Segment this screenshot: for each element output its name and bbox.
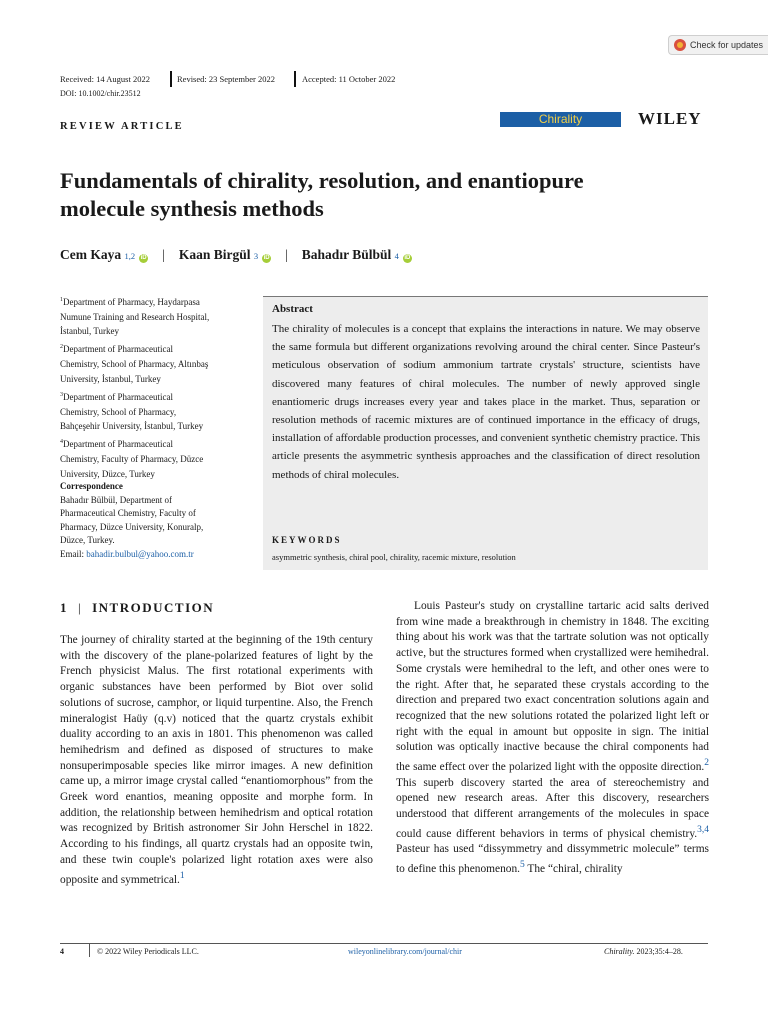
page-number: 4 xyxy=(60,947,64,956)
paragraph-text: This superb discovery started the area of stereochemistry and opened new research areas. After this discovery, researchers understood that different arrangements of the molecules in space could cause different behaviors in terms of physical chemistry. xyxy=(396,776,709,840)
affiliation xyxy=(60,388,250,434)
affiliation-line: University, İstanbul, Turkey xyxy=(60,373,161,384)
journal-url-link[interactable]: wileyonlinelibrary.com/journal/chir xyxy=(348,947,462,956)
affiliation-line: Chemistry, School of Pharmacy, Altınbaş xyxy=(60,359,209,370)
affiliation xyxy=(60,293,250,339)
affiliation-line: İstanbul, Turkey xyxy=(60,326,120,337)
publisher-logo: WILEY xyxy=(638,109,702,128)
section-separator: | xyxy=(78,600,83,615)
author-affiliation-ref[interactable]: 3 xyxy=(253,251,259,261)
citation-ref[interactable]: 3,4 xyxy=(697,824,709,835)
author-name[interactable]: Cem Kaya xyxy=(60,247,122,262)
paragraph-text: The journey of chirality started at the beginning of the 19th century with the discovery of the plane-polarized features of light by the French physicist Malus. The first rotational experiments with organic substances have been performed by Biot over solid solutions of sucrose, camphor, or liquid turpentine. Also, the French mineralogist Haüy (q.v) noticed that the quartz crystals exhibit duality according to an axis in 1801. This phenomenon was called hemihedrism and defined as disposed of structures to make nonsuperimposable species like mirror images. A new definition came up, a mirror image crystal called “enantiomorphous” from the Greek word enantios, meaning opposite and morphe form. In addition, the relationship between hemihedrism and optical rotation was recognized by British astronomer Sir John Herschel in 1822. According to his findings, all quartz crystals had an opposite twin, and these twin couple's polarized light rotation axes were also opposite and symmetrical. xyxy=(60,634,373,886)
section-heading xyxy=(60,600,214,616)
author-separator: | xyxy=(285,247,288,262)
correspondence xyxy=(60,480,250,562)
affiliation-line: Chemistry, School of Pharmacy, xyxy=(60,406,177,417)
author-affiliation-ref[interactable]: 1,2 xyxy=(124,251,136,261)
email-link[interactable]: bahadir.bulbul@yahoo.com.tr xyxy=(86,548,194,559)
title-line: molecule synthesis methods xyxy=(60,196,324,221)
author-name[interactable]: Kaan Birgül xyxy=(178,247,251,262)
author-separator: | xyxy=(162,247,165,262)
title-line: Fundamentals of chirality, resolution, and enantiopure xyxy=(60,168,584,193)
orcid-icon[interactable]: iD xyxy=(404,255,411,261)
footer-rule xyxy=(60,943,708,944)
affiliation-line: Department of Pharmaceutical xyxy=(63,344,173,355)
citation-ref[interactable]: 5 xyxy=(520,859,525,870)
received-date: Received: 14 August 2022 xyxy=(60,74,150,84)
header-divider xyxy=(294,71,296,87)
crossmark-icon xyxy=(674,39,686,51)
orcid-icon[interactable]: iD xyxy=(263,255,270,261)
affiliation-number: 4 xyxy=(60,439,63,446)
citation-details: 2023;35:4–28. xyxy=(634,947,683,956)
affiliation-line: Bahçeşehir University, İstanbul, Turkey xyxy=(60,421,204,432)
body-text-right xyxy=(396,599,709,877)
accepted-date: Accepted: 11 October 2022 xyxy=(302,74,396,84)
author-list xyxy=(60,247,412,263)
affiliation-line: Department of Pharmaceutical xyxy=(63,439,173,450)
header-divider xyxy=(170,71,172,87)
article-type-label: REVIEW ARTICLE xyxy=(60,121,184,132)
correspondence-line: Pharmaceutical Chemistry, Faculty of xyxy=(60,508,196,519)
affiliation-line: Numune Training and Research Hospital, xyxy=(60,311,210,322)
article-title xyxy=(60,167,700,223)
affiliations xyxy=(60,293,250,483)
citation-journal: Chirality. xyxy=(604,947,635,956)
affiliation-line: University, Düzce, Turkey xyxy=(60,468,155,479)
affiliation xyxy=(60,340,250,386)
revised-date: Revised: 23 September 2022 xyxy=(177,74,275,84)
keywords-text: asymmetric synthesis, chiral pool, chirality, racemic mixture, resolution xyxy=(272,552,516,562)
affiliation-line: Department of Pharmacy, Haydarpasa xyxy=(63,297,200,307)
affiliation-number: 2 xyxy=(60,344,63,351)
copyright: © 2022 Wiley Periodicals LLC. xyxy=(97,947,199,956)
author-affiliation-ref[interactable]: 4 xyxy=(394,251,399,261)
citation-ref[interactable]: 2 xyxy=(704,758,709,769)
affiliation-number: 1 xyxy=(60,297,63,303)
footer-divider xyxy=(89,943,90,957)
affiliation-line: Chemistry, Faculty of Pharmacy, Düzce xyxy=(60,453,204,464)
correspondence-heading: Correspondence xyxy=(60,481,123,491)
abstract-text: The chirality of molecules is a concept that explains the interactions in nature. We may observe the same formula but different organizations revolving around the chiral center. Since Pasteur's meticulous observation of sodium ammonium tartrate crystals' structure, scientists have discovered many features of chiral molecules. The number of newly approved single enantiomeric drugs increases every year and takes place in the market. Thus, separation or resolution methods of racemic mixtures are of continued importance in the efficacy of drugs, installation of affordable production processes, and convenient synthetic chemistry practice. This article presents the asymmetric synthesis approaches and the classification of direct resolution methods of chiral molecules. xyxy=(272,323,700,481)
check-for-updates-label: Check for updates xyxy=(690,40,764,50)
section-number: 1 xyxy=(60,600,68,615)
paragraph-text: Louis Pasteur's study on crystalline tartaric acid salts derived from wine made a breakthrough in chemistry in 1848. The exciting thing about his work was that the tartrate solution was not optically active, but the structures formed when crystallized were hemihedral. Some crystals were hemihedral to the left, and other ones were to the right. After that, he separated these crystals according to the direction and prepared two exact concentration solutions again and recognized that the new solutions rotated the polarized light left or right with the equal in amount but opposite in sign. The initial solution was optically inactive because the chiral components had the same effect over the polarized light with the opposite direction. xyxy=(396,600,709,773)
section-title: INTRODUCTION xyxy=(92,600,215,615)
affiliation-number: 3 xyxy=(60,391,63,398)
citation-ref[interactable]: 1 xyxy=(179,870,185,881)
affiliation xyxy=(60,435,250,481)
orcid-icon[interactable]: iD xyxy=(140,255,147,261)
affiliation-line: Department of Pharmaceutical xyxy=(63,391,173,402)
author-name[interactable]: Bahadır Bülbül xyxy=(301,247,392,262)
body-text-left xyxy=(60,633,373,888)
keywords-heading: KEYWORDS xyxy=(272,535,342,545)
citation xyxy=(604,947,683,956)
check-for-updates-button[interactable] xyxy=(668,35,768,55)
correspondence-line: Pharmacy, Düzce University, Konuralp, xyxy=(60,521,204,532)
email-label: Email: xyxy=(60,548,87,559)
correspondence-line: Düzce, Turkey. xyxy=(60,535,115,546)
doi: DOI: 10.1002/chir.23512 xyxy=(60,89,141,98)
paragraph-text: The “chiral, chirality xyxy=(524,862,623,875)
correspondence-line: Bahadır Bülbül, Department of xyxy=(60,494,172,505)
journal-banner: Chirality xyxy=(500,112,621,127)
paragraph-text: Pasteur has used “dissymmetry and dissymmetric molecule” terms to define this phenomenon. xyxy=(396,843,709,875)
abstract-heading: Abstract xyxy=(272,303,313,315)
